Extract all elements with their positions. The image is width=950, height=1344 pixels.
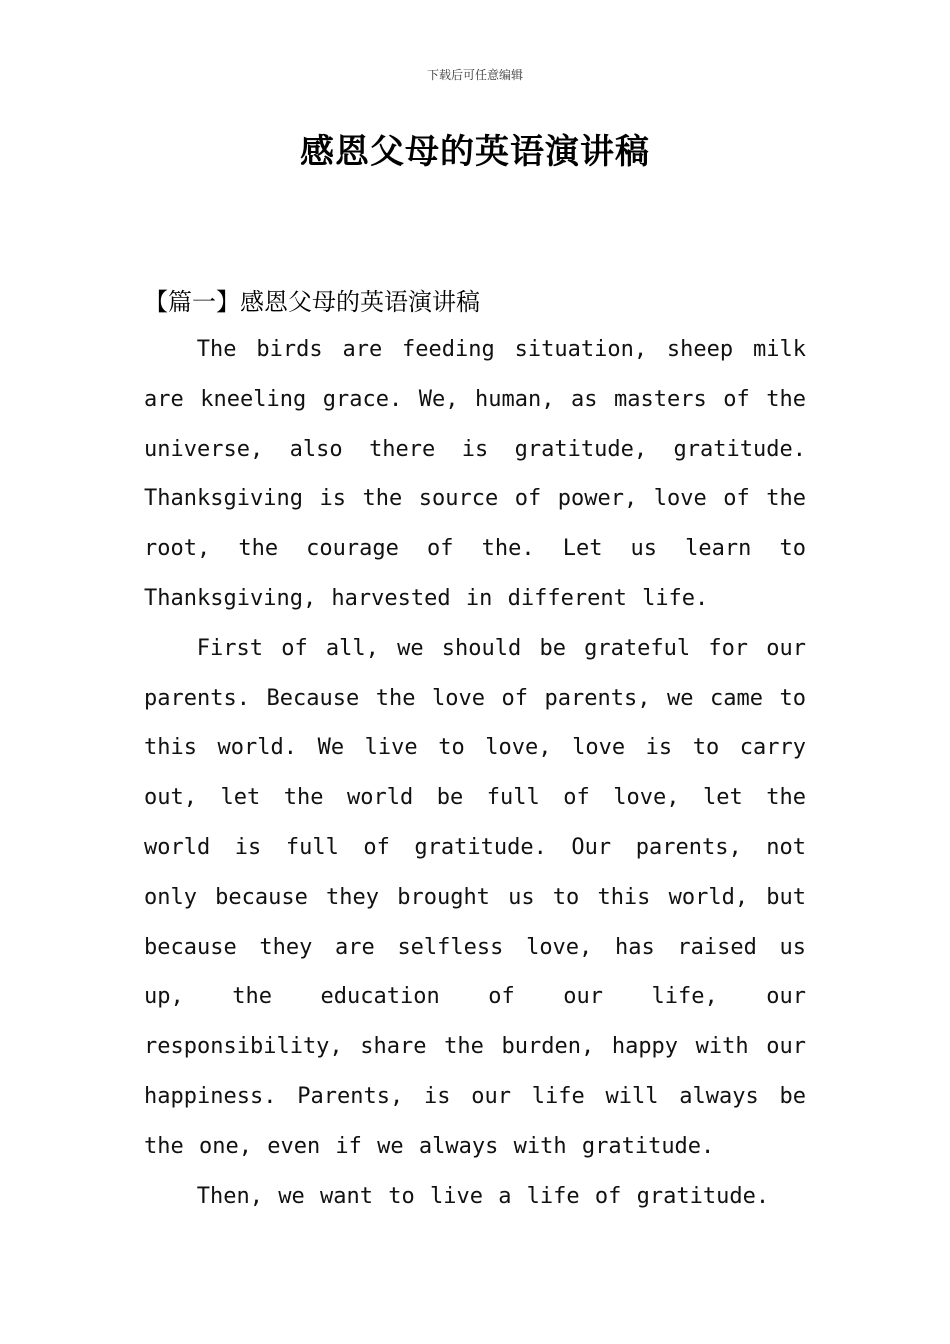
paragraph-1: The birds are feeding situation, sheep milk are kneeling grace. We, human, as masters of the universe, also there is gratitude, gratitude. Thanksgiving is the source of power, love of the root, the courage of the. Let us learn to Thanksgiving, harvested in different life. (144, 337, 806, 611)
paragraph-2: First of all, we should be grateful for our parents. Because the love of parents, we came to this world. We live to love, love is to carry out, let the world be full of love, let the world is full of gratitude. Our parents, not only because they brought us to this world, but because they are selfless love, has raised us up, the education of our life, our responsibility, share the burden, happy with our happiness. Parents, is our life will always be the one, even if we always with gratitude. (144, 635, 806, 1159)
page-title: 感恩父母的英语演讲稿 (300, 132, 650, 172)
header-note: 下载后可任意编辑 (426, 68, 523, 82)
section-heading: 【篇一】感恩父母的英语演讲稿 (144, 288, 480, 316)
body-text (144, 325, 806, 1221)
paragraph-3: Then, we want to live a life of gratitude. (196, 1183, 770, 1209)
